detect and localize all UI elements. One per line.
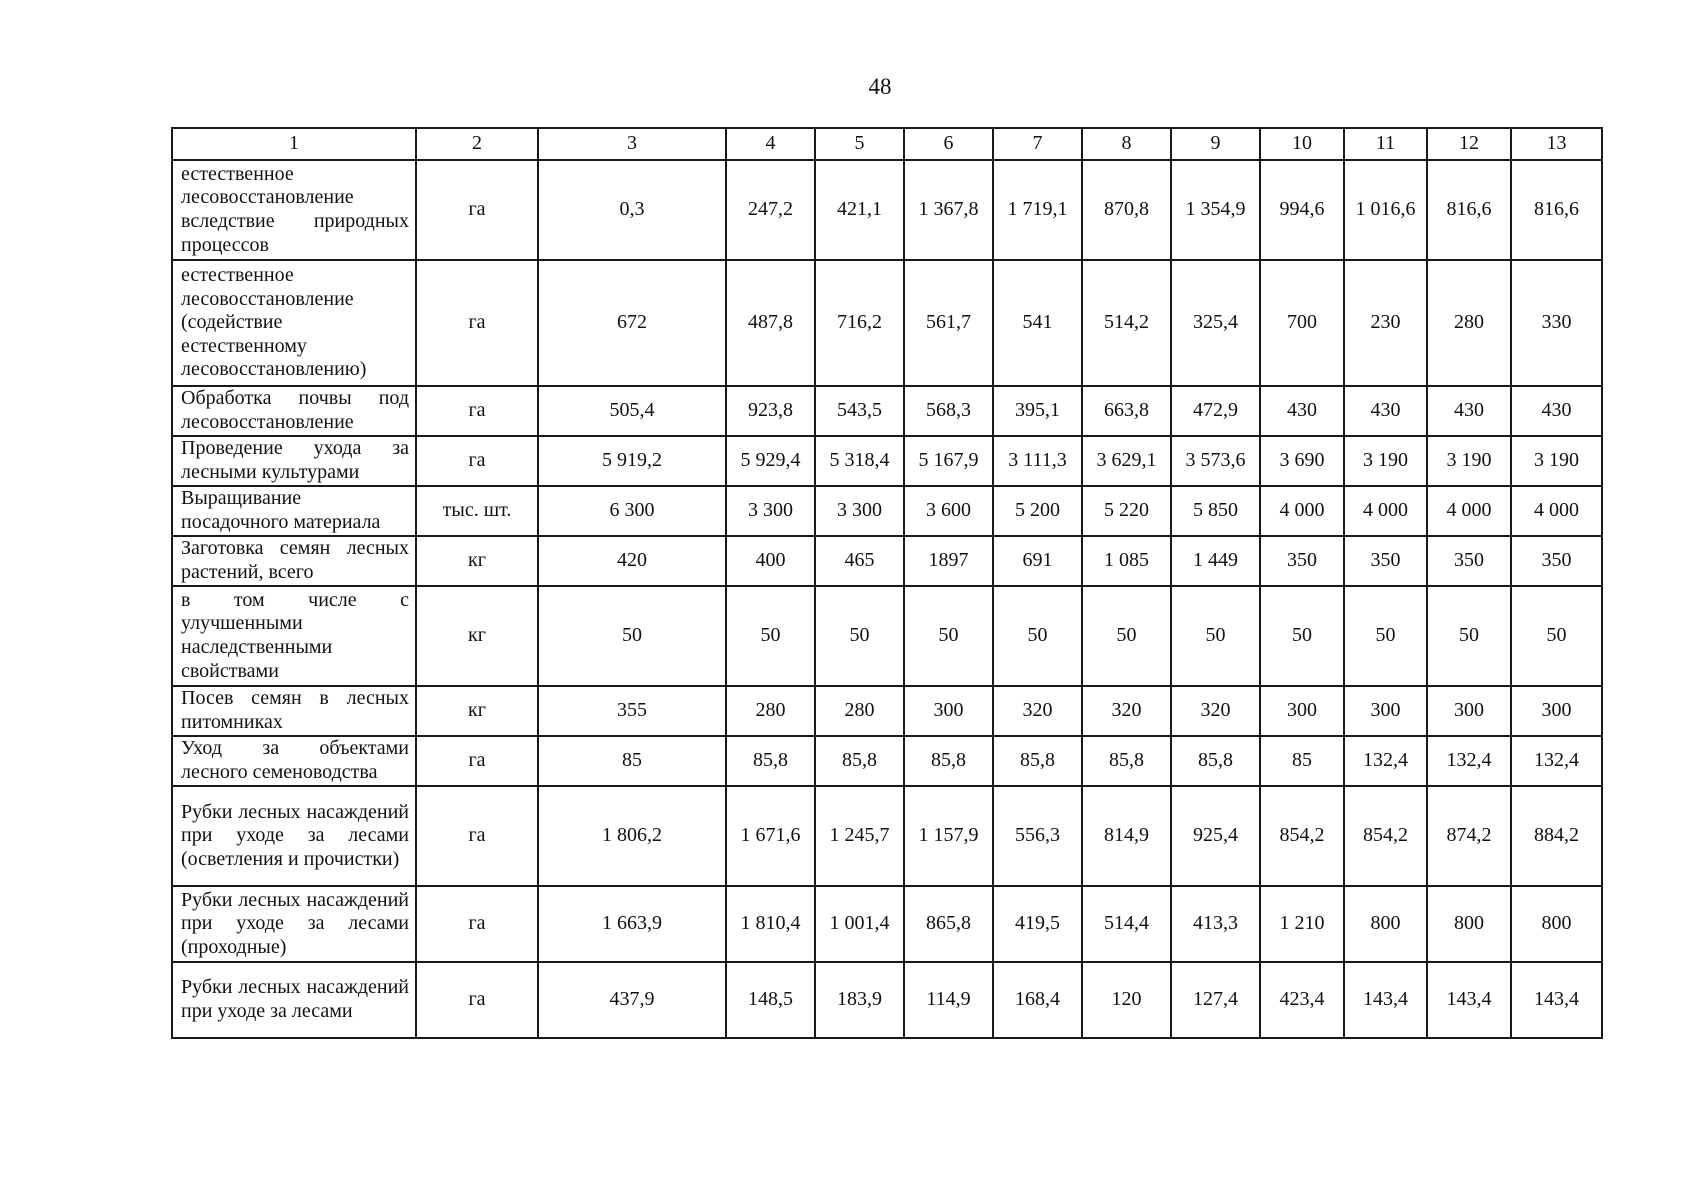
value-cell: 85,8 [993, 736, 1082, 786]
row-label: в том числе с улучшенными наследственными свойствами [172, 586, 416, 686]
value-cell: 50 [1260, 586, 1344, 686]
value-cell: 1 157,9 [904, 786, 993, 886]
row-label: Проведение ухода за лесными культурами [172, 436, 416, 486]
value-cell: 4 000 [1260, 486, 1344, 536]
unit-cell: га [416, 436, 538, 486]
header-row [172, 128, 1602, 160]
column-header: 8 [1082, 128, 1171, 160]
value-cell: 505,4 [538, 386, 726, 436]
unit-cell: га [416, 260, 538, 386]
value-cell: 132,4 [1511, 736, 1602, 786]
value-cell: 1897 [904, 536, 993, 586]
unit-cell: га [416, 886, 538, 962]
value-cell: 691 [993, 536, 1082, 586]
value-cell: 300 [1427, 686, 1511, 736]
row-label: Рубки лесных насаждений при уходе за лесами (проходные) [172, 886, 416, 962]
value-cell: 5 167,9 [904, 436, 993, 486]
value-cell: 183,9 [815, 962, 904, 1038]
value-cell: 413,3 [1171, 886, 1260, 962]
value-cell: 5 318,4 [815, 436, 904, 486]
value-cell: 568,3 [904, 386, 993, 436]
value-cell: 320 [993, 686, 1082, 736]
column-header: 13 [1511, 128, 1602, 160]
value-cell: 143,4 [1344, 962, 1427, 1038]
value-cell: 143,4 [1511, 962, 1602, 1038]
value-cell: 3 629,1 [1082, 436, 1171, 486]
value-cell: 5 919,2 [538, 436, 726, 486]
table-row [172, 160, 1602, 260]
value-cell: 663,8 [1082, 386, 1171, 436]
table-row [172, 886, 1602, 962]
value-cell: 4 000 [1344, 486, 1427, 536]
column-header: 1 [172, 128, 416, 160]
value-cell: 350 [1511, 536, 1602, 586]
unit-cell: тыс. шт. [416, 486, 538, 536]
value-cell: 3 690 [1260, 436, 1344, 486]
value-cell: 230 [1344, 260, 1427, 386]
value-cell: 1 663,9 [538, 886, 726, 962]
value-cell: 3 300 [815, 486, 904, 536]
value-cell: 132,4 [1427, 736, 1511, 786]
value-cell: 5 929,4 [726, 436, 815, 486]
unit-cell: га [416, 962, 538, 1038]
value-cell: 561,7 [904, 260, 993, 386]
value-cell: 120 [1082, 962, 1171, 1038]
value-cell: 3 190 [1344, 436, 1427, 486]
value-cell: 430 [1427, 386, 1511, 436]
value-cell: 800 [1511, 886, 1602, 962]
value-cell: 994,6 [1260, 160, 1344, 260]
value-cell: 350 [1260, 536, 1344, 586]
row-label: Посев семян в лесных питомниках [172, 686, 416, 736]
value-cell: 148,5 [726, 962, 815, 1038]
value-cell: 854,2 [1344, 786, 1427, 886]
value-cell: 1 016,6 [1344, 160, 1427, 260]
value-cell: 870,8 [1082, 160, 1171, 260]
value-cell: 3 111,3 [993, 436, 1082, 486]
value-cell: 1 367,8 [904, 160, 993, 260]
value-cell: 114,9 [904, 962, 993, 1038]
column-header: 5 [815, 128, 904, 160]
value-cell: 85,8 [1171, 736, 1260, 786]
column-header: 11 [1344, 128, 1427, 160]
value-cell: 4 000 [1427, 486, 1511, 536]
row-label: естественное лесовосстановление вследствие природных процессов [172, 160, 416, 260]
table-body [172, 160, 1602, 1038]
value-cell: 800 [1344, 886, 1427, 962]
table-row [172, 386, 1602, 436]
value-cell: 700 [1260, 260, 1344, 386]
value-cell: 50 [993, 586, 1082, 686]
value-cell: 419,5 [993, 886, 1082, 962]
value-cell: 800 [1427, 886, 1511, 962]
value-cell: 816,6 [1511, 160, 1602, 260]
table-row [172, 786, 1602, 886]
column-header: 10 [1260, 128, 1344, 160]
value-cell: 350 [1344, 536, 1427, 586]
value-cell: 132,4 [1344, 736, 1427, 786]
table-row [172, 686, 1602, 736]
value-cell: 50 [538, 586, 726, 686]
value-cell: 556,3 [993, 786, 1082, 886]
value-cell: 3 300 [726, 486, 815, 536]
value-cell: 85 [1260, 736, 1344, 786]
value-cell: 423,4 [1260, 962, 1344, 1038]
unit-cell: кг [416, 536, 538, 586]
value-cell: 247,2 [726, 160, 815, 260]
value-cell: 865,8 [904, 886, 993, 962]
value-cell: 3 600 [904, 486, 993, 536]
value-cell: 874,2 [1427, 786, 1511, 886]
table-row [172, 736, 1602, 786]
value-cell: 1 001,4 [815, 886, 904, 962]
column-header: 2 [416, 128, 538, 160]
value-cell: 5 220 [1082, 486, 1171, 536]
value-cell: 50 [815, 586, 904, 686]
value-cell: 5 200 [993, 486, 1082, 536]
row-label: Уход за объектами лесного семеноводства [172, 736, 416, 786]
value-cell: 50 [1171, 586, 1260, 686]
unit-cell: га [416, 786, 538, 886]
column-header: 4 [726, 128, 815, 160]
value-cell: 4 000 [1511, 486, 1602, 536]
value-cell: 50 [1082, 586, 1171, 686]
value-cell: 672 [538, 260, 726, 386]
value-cell: 50 [904, 586, 993, 686]
value-cell: 814,9 [1082, 786, 1171, 886]
value-cell: 1 806,2 [538, 786, 726, 886]
value-cell: 543,5 [815, 386, 904, 436]
row-label: Выращивание посадочного материала [172, 486, 416, 536]
column-header: 12 [1427, 128, 1511, 160]
value-cell: 400 [726, 536, 815, 586]
table-row [172, 962, 1602, 1038]
value-cell: 5 850 [1171, 486, 1260, 536]
table-row [172, 486, 1602, 536]
value-cell: 472,9 [1171, 386, 1260, 436]
value-cell: 85,8 [815, 736, 904, 786]
value-cell: 1 671,6 [726, 786, 815, 886]
value-cell: 143,4 [1427, 962, 1511, 1038]
value-cell: 50 [726, 586, 815, 686]
row-label: Рубки лесных насаждений при уходе за лесами (осветления и прочистки) [172, 786, 416, 886]
unit-cell: кг [416, 686, 538, 736]
value-cell: 300 [1344, 686, 1427, 736]
column-header: 3 [538, 128, 726, 160]
value-cell: 923,8 [726, 386, 815, 436]
value-cell: 3 573,6 [1171, 436, 1260, 486]
unit-cell: га [416, 386, 538, 436]
value-cell: 1 354,9 [1171, 160, 1260, 260]
value-cell: 85 [538, 736, 726, 786]
row-label: Обработка почвы под лесовосстановление [172, 386, 416, 436]
value-cell: 430 [1511, 386, 1602, 436]
value-cell: 884,2 [1511, 786, 1602, 886]
table-row [172, 536, 1602, 586]
value-cell: 0,3 [538, 160, 726, 260]
value-cell: 280 [726, 686, 815, 736]
value-cell: 85,8 [904, 736, 993, 786]
value-cell: 85,8 [1082, 736, 1171, 786]
value-cell: 716,2 [815, 260, 904, 386]
page-number: 48 [868, 74, 892, 99]
unit-cell: га [416, 160, 538, 260]
value-cell: 300 [1511, 686, 1602, 736]
value-cell: 280 [815, 686, 904, 736]
value-cell: 420 [538, 536, 726, 586]
value-cell: 3 190 [1511, 436, 1602, 486]
value-cell: 421,1 [815, 160, 904, 260]
row-label: естественное лесовосстановление (содействие естественному лесовосстановлению) [172, 260, 416, 386]
value-cell: 355 [538, 686, 726, 736]
value-cell: 854,2 [1260, 786, 1344, 886]
value-cell: 300 [1260, 686, 1344, 736]
value-cell: 430 [1260, 386, 1344, 436]
value-cell: 437,9 [538, 962, 726, 1038]
value-cell: 1 085 [1082, 536, 1171, 586]
value-cell: 85,8 [726, 736, 815, 786]
value-cell: 127,4 [1171, 962, 1260, 1038]
value-cell: 325,4 [1171, 260, 1260, 386]
value-cell: 1 719,1 [993, 160, 1082, 260]
value-cell: 350 [1427, 536, 1511, 586]
value-cell: 168,4 [993, 962, 1082, 1038]
value-cell: 320 [1082, 686, 1171, 736]
value-cell: 280 [1427, 260, 1511, 386]
value-cell: 487,8 [726, 260, 815, 386]
value-cell: 816,6 [1427, 160, 1511, 260]
value-cell: 50 [1511, 586, 1602, 686]
value-cell: 320 [1171, 686, 1260, 736]
table-row [172, 586, 1602, 686]
value-cell: 925,4 [1171, 786, 1260, 886]
value-cell: 3 190 [1427, 436, 1511, 486]
data-table [171, 127, 1603, 1039]
value-cell: 330 [1511, 260, 1602, 386]
row-label: Рубки лесных насаждений при уходе за лесами [172, 962, 416, 1038]
table-row [172, 436, 1602, 486]
value-cell: 514,2 [1082, 260, 1171, 386]
value-cell: 6 300 [538, 486, 726, 536]
value-cell: 395,1 [993, 386, 1082, 436]
value-cell: 300 [904, 686, 993, 736]
value-cell: 50 [1344, 586, 1427, 686]
row-label: Заготовка семян лесных растений, всего [172, 536, 416, 586]
value-cell: 514,4 [1082, 886, 1171, 962]
value-cell: 1 245,7 [815, 786, 904, 886]
value-cell: 541 [993, 260, 1082, 386]
value-cell: 1 210 [1260, 886, 1344, 962]
value-cell: 465 [815, 536, 904, 586]
column-header: 7 [993, 128, 1082, 160]
value-cell: 50 [1427, 586, 1511, 686]
value-cell: 430 [1344, 386, 1427, 436]
value-cell: 1 810,4 [726, 886, 815, 962]
column-header: 6 [904, 128, 993, 160]
unit-cell: га [416, 736, 538, 786]
value-cell: 1 449 [1171, 536, 1260, 586]
unit-cell: кг [416, 586, 538, 686]
column-header: 9 [1171, 128, 1260, 160]
table-row [172, 260, 1602, 386]
